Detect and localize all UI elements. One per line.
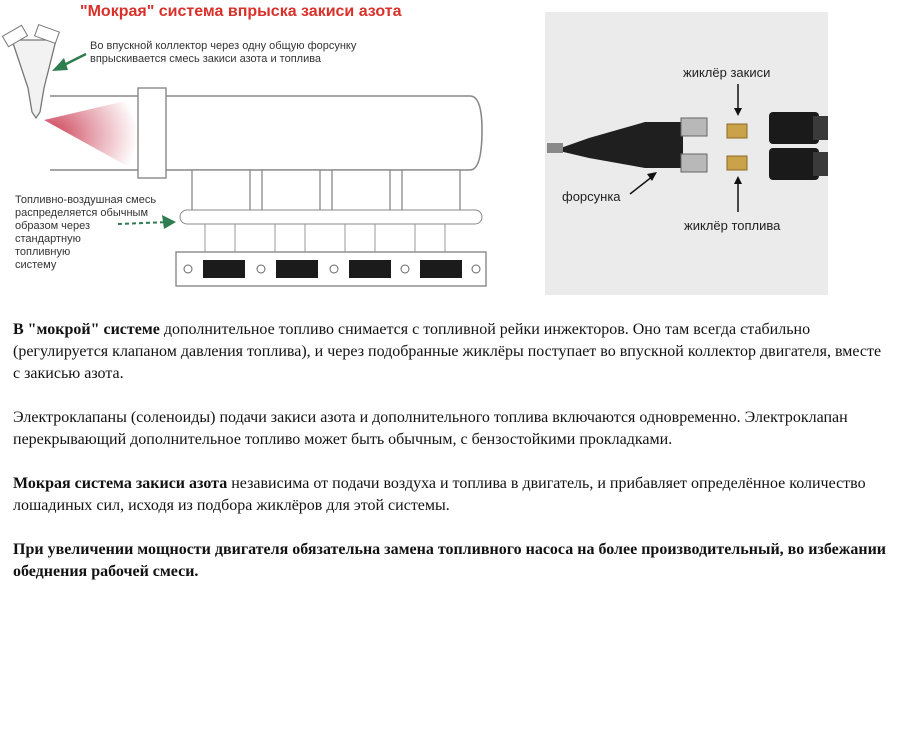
- injector-nozzle: [12, 40, 56, 118]
- injector-photo-illustration: [545, 12, 828, 295]
- fittings: [681, 112, 828, 180]
- paragraph-3: [13, 473, 888, 517]
- paragraph-4: [13, 539, 888, 583]
- diagram-note-fuel-system: Топливно-воздушная смесь распределяется обычным образом через стандартную топливную систему: [15, 194, 157, 271]
- paragraph-3-text: независима от подачи воздуха и топлива в двигатель, и прибавляет определённое количество лошадиных сил, исходя из подбора жиклёров для этой системы.: [13, 475, 866, 514]
- diagram-title: "Мокрая" система впрыска закиси азота: [80, 3, 402, 20]
- label-fuel-jet: жиклёр топлива: [684, 218, 781, 233]
- paragraph-1: [13, 319, 888, 385]
- paragraph-1-text: дополнительное топливо снимается с топливной рейки инжекторов. Оно там всегда стабильно (регулируется клапаном давления топлива), и через подобранные жиклёры поступает во впускной коллектор двигателя, вместе с закисью азота.: [13, 321, 882, 382]
- diagram-note-injector: Во впускной коллектор через одну общую форсунку впрыскивается смесь закиси азота и топлива: [90, 40, 357, 65]
- plenum-flange: [138, 88, 166, 178]
- label-injector: форсунка: [562, 189, 621, 204]
- article-text: [13, 319, 888, 605]
- intake-manifold-diagram: [0, 0, 500, 300]
- paragraph-3-bold: Мокрая система закиси азота: [13, 475, 228, 492]
- nitrous-jet: [727, 124, 747, 138]
- fuel-jet: [727, 156, 747, 170]
- label-nitrous-jet: жиклёр закиси: [683, 65, 771, 80]
- paragraph-4-bold: При увеличении мощности двигателя обязательна замена топливного насоса на более производительный, во избежании обеднения рабочей смеси.: [13, 541, 886, 580]
- paragraph-1-bold: В "мокрой" системе: [13, 321, 160, 338]
- paragraph-2: Электроклапаны (соленоиды) подачи закиси азота и дополнительного топлива включаются одновременно. Электроклапан перекрывающий дополнительное топливо может быть обычным, с бензостойкими прокладками.: [13, 409, 848, 448]
- jets-photo: [545, 12, 828, 295]
- injector-body: [555, 122, 683, 168]
- fuel-rail: [180, 210, 482, 224]
